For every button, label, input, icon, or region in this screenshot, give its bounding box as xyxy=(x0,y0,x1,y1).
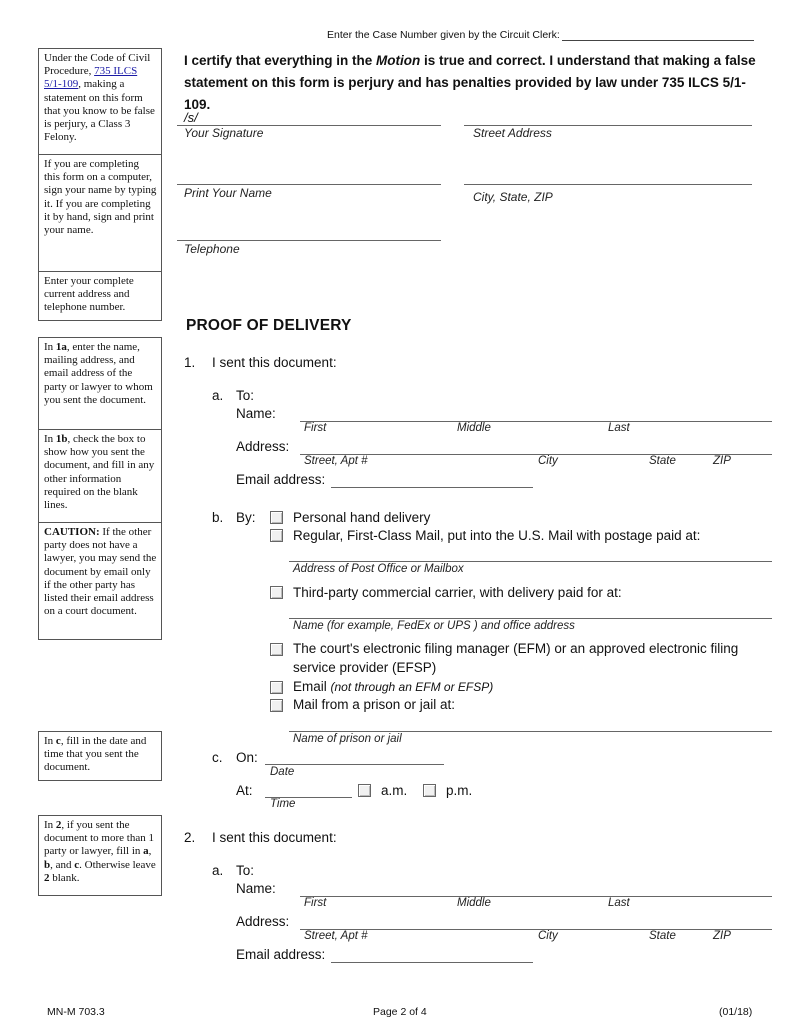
item-1a-email-label: Email address: xyxy=(236,472,326,487)
item-1a-to-label: To: xyxy=(236,388,255,403)
caption-first: First xyxy=(304,422,327,434)
carrier-caption: Name (for example, FedEx or UPS ) and office address xyxy=(293,620,575,632)
item-2-number: 2. xyxy=(184,830,196,845)
am-label: a.m. xyxy=(381,783,408,798)
case-number-field[interactable] xyxy=(562,40,754,41)
prison-name-field[interactable] xyxy=(289,731,772,732)
statute-link[interactable]: 735 ILCS 5/1-109 xyxy=(44,65,138,91)
signature-caption: Your Signature xyxy=(184,126,264,140)
item-2a-to-label: To: xyxy=(236,863,255,878)
method-first-class-mail: Regular, First-Class Mail, put into the U.S. Mail with postage paid at: xyxy=(293,528,701,543)
item-1a-address-field[interactable] xyxy=(300,454,772,455)
item-2a-address-label: Address: xyxy=(236,914,290,929)
method-efm-line2: service provider (EFSP) xyxy=(293,660,437,675)
caption-first-2: First xyxy=(304,897,327,909)
note-1a: In 1a, enter the name, mailing address, and email address of the party or lawyer to whom you sent the document. xyxy=(39,338,161,430)
item-1a-address-label: Address: xyxy=(236,439,290,454)
proof-of-delivery-heading: PROOF OF DELIVERY xyxy=(186,317,352,334)
checkbox-personal-delivery[interactable] xyxy=(270,511,283,524)
item-1-label: I sent this document: xyxy=(212,355,337,370)
caption-middle-2: Middle xyxy=(457,897,491,909)
caption-street: Street, Apt # xyxy=(304,455,368,467)
checkbox-first-class-mail[interactable] xyxy=(270,529,283,542)
item-1a-name-label: Name: xyxy=(236,406,276,421)
street-address-caption: Street Address xyxy=(473,126,552,140)
sidebar-instructions-signature xyxy=(38,48,162,321)
item-2a-name-field[interactable] xyxy=(300,896,772,897)
prison-caption: Name of prison or jail xyxy=(293,733,402,745)
print-name-caption: Print Your Name xyxy=(184,186,272,200)
item-1c-letter: c. xyxy=(212,750,223,765)
item-2a-email-label: Email address: xyxy=(236,947,326,962)
print-name-field[interactable] xyxy=(177,184,441,185)
signature-value: /s/ xyxy=(184,110,198,125)
caution-note: CAUTION: If the other party does not have a lawyer, you may send the document by email only if the other party has listed their email address on a court document. xyxy=(44,526,157,618)
caption-state: State xyxy=(649,455,676,467)
checkbox-prison-mail[interactable] xyxy=(270,699,283,712)
item-2-label: I sent this document: xyxy=(212,830,337,845)
item-1c-at-label: At: xyxy=(236,783,253,798)
telephone-caption: Telephone xyxy=(184,242,240,256)
sidebar-note-2: In 2, if you sent the document to more than 1 party or lawyer, fill in a, b, and c. Otherwise leave 2 blank. xyxy=(38,815,162,896)
signing-note: If you are completing this form on a computer, sign your name by typing it. If you are completing it by hand, sign and print your name. xyxy=(39,155,161,272)
form-id: MN-M 703.3 xyxy=(47,1006,105,1018)
caption-city-2: City xyxy=(538,930,558,942)
item-1b-by-label: By: xyxy=(236,510,256,525)
item-1a-email-field[interactable] xyxy=(331,487,533,488)
pm-label: p.m. xyxy=(446,783,473,798)
note-1b: In 1b, check the box to show how you sent the document, and fill in any other information required on the blank lines. xyxy=(39,430,161,523)
checkbox-email[interactable] xyxy=(270,681,283,694)
address-note: Enter your complete current address and telephone number. xyxy=(44,275,134,314)
city-state-zip-field[interactable] xyxy=(464,184,752,185)
checkbox-third-party-carrier[interactable] xyxy=(270,586,283,599)
city-state-zip-caption: City, State, ZIP xyxy=(473,190,553,204)
sidebar-instructions-delivery xyxy=(38,337,162,640)
method-third-party-carrier: Third-party commercial carrier, with delivery paid for at: xyxy=(293,585,622,600)
caption-middle: Middle xyxy=(457,422,491,434)
time-caption: Time xyxy=(270,798,296,810)
item-2a-email-field[interactable] xyxy=(331,962,533,963)
method-email: Email (not through an EFM or EFSP) xyxy=(293,679,494,694)
carrier-address-field[interactable] xyxy=(289,618,772,619)
page-number: Page 2 of 4 xyxy=(373,1006,427,1018)
item-1a-letter: a. xyxy=(212,388,224,403)
method-efm: The court's electronic filing manager (EFM) or an approved electronic filing xyxy=(293,641,739,656)
telephone-field[interactable] xyxy=(177,240,441,241)
perjury-note: Under the Code of Civil Procedure, 735 ILCS 5/1-109, making a statement on this form that you know to be false is perjury, a Class 3 Felony. xyxy=(39,49,161,155)
item-2a-name-label: Name: xyxy=(236,881,276,896)
caption-last-2: Last xyxy=(608,897,630,909)
item-1b-letter: b. xyxy=(212,510,224,525)
caption-city: City xyxy=(538,455,558,467)
item-2a-letter: a. xyxy=(212,863,224,878)
sidebar-note-c: In c, fill in the date and time that you sent the document. xyxy=(38,731,162,781)
checkbox-am[interactable] xyxy=(358,784,371,797)
post-office-address-field[interactable] xyxy=(289,561,772,562)
checkbox-pm[interactable] xyxy=(423,784,436,797)
caption-last: Last xyxy=(608,422,630,434)
revision-date: (01/18) xyxy=(719,1006,753,1018)
item-1-number: 1. xyxy=(184,355,196,370)
item-2a-address-field[interactable] xyxy=(300,929,772,930)
checkbox-efm[interactable] xyxy=(270,643,283,656)
post-office-caption: Address of Post Office or Mailbox xyxy=(293,563,464,575)
caption-zip-2: ZIP xyxy=(713,930,731,942)
case-number-label: Enter the Case Number given by the Circuit Clerk: xyxy=(327,29,560,41)
caption-zip: ZIP xyxy=(713,455,731,467)
certification-statement: I certify that everything in the Motion is true and correct. I understand that making a false statement on this form is perjury and has penalties provided by law under 735 ILCS 5/1-109. xyxy=(184,53,756,112)
caption-state-2: State xyxy=(649,930,676,942)
item-1a-name-field[interactable] xyxy=(300,421,772,422)
caption-street-2: Street, Apt # xyxy=(304,930,368,942)
method-personal-delivery: Personal hand delivery xyxy=(293,510,431,525)
item-1c-on-label: On: xyxy=(236,750,258,765)
date-caption: Date xyxy=(270,766,295,778)
method-prison-mail: Mail from a prison or jail at: xyxy=(293,697,456,712)
date-field[interactable] xyxy=(265,764,444,765)
